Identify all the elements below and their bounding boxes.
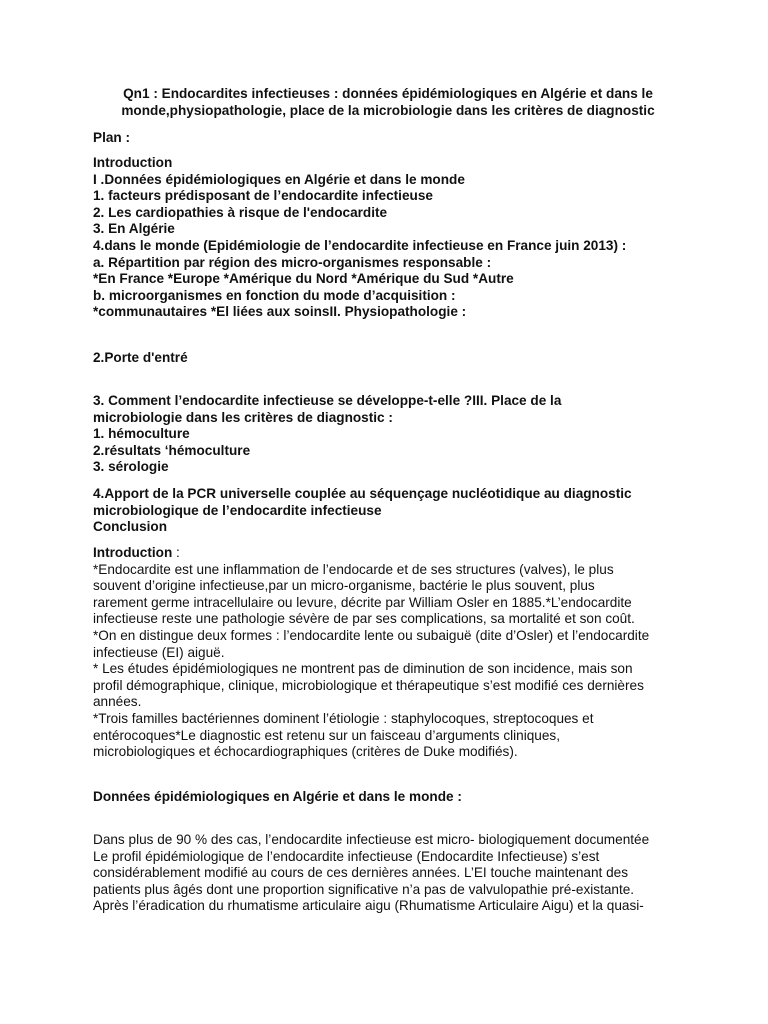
toc-line: Conclusion xyxy=(93,519,168,535)
introduction-heading: Introduction xyxy=(93,545,173,560)
toc-line: 3. sérologie xyxy=(93,459,169,475)
paragraph-line: rarement germe intracellulaire ou levure, décrite par William Osler en 1885.*L’endocardite xyxy=(93,594,632,610)
toc-line: 1. facteurs prédisposant de l’endocardite infectieuse xyxy=(93,188,433,204)
paragraph-line: infectieuse reste une pathologie sévère de par ses complications, sa mortalité et son coût. xyxy=(93,611,635,627)
paragraph-line: patients plus âgés dont une proportion significative n’a pas de valvulopathie pré-existante. xyxy=(93,881,635,897)
table-of-contents-part4 xyxy=(93,486,693,536)
toc-line: 3. En Algérie xyxy=(93,221,175,237)
toc-line: I .Données épidémiologiques en Algérie et dans le monde xyxy=(93,171,465,187)
section-heading xyxy=(93,789,693,806)
toc-line: *En France *Europe *Amérique du Nord *Amérique du Sud *Autre xyxy=(93,271,514,287)
toc-line: microbiologie dans les critères de diagnostic : xyxy=(93,409,393,425)
paragraph-line: * Les études épidémiologiques ne montrent pas de diminution de son incidence, mais son xyxy=(93,661,633,677)
paragraph-line: Après l’éradication du rhumatisme articulaire aigu (Rhumatisme Articulaire Aigu) et la quasi- xyxy=(93,898,644,914)
paragraph-line: considérablement modifié au cours de ces dernières années. L’EI touche maintenant des xyxy=(93,865,629,881)
paragraph-line: souvent d’origine infectieuse,par un micro-organisme, bactérie le plus souvent, plus xyxy=(93,578,595,594)
title-line: monde,physiopathologie, place de la microbiologie dans les critères de diagnostic xyxy=(121,102,655,118)
toc-line: 2.résultats ‘hémoculture xyxy=(93,442,251,458)
paragraph-line: Le profil épidémiologique de l’endocardite infectieuse (Endocardite Infectieuse) s’est xyxy=(93,848,600,864)
toc-line: 1. hémoculture xyxy=(93,426,190,442)
table-of-contents-part2 xyxy=(93,350,693,367)
paragraph-line: infectieuse (EI) aiguë. xyxy=(93,644,225,660)
toc-line: Introduction xyxy=(93,155,173,170)
toc-line: 2. Les cardiopathies à risque de l'endocardite xyxy=(93,204,388,220)
toc-line: *communautaires *El liées aux soinsII. Physiopathologie : xyxy=(93,304,467,320)
table-of-contents-part3 xyxy=(93,393,693,476)
introduction-heading-line xyxy=(93,545,693,562)
paragraph-line: *Trois familles bactériennes dominent l’étiologie : staphylocoques, streptocoques et xyxy=(93,710,594,726)
toc-line: 4.Apport de la PCR universelle couplée au séquençage nucléotidique au diagnostic xyxy=(93,486,632,501)
epidemiology-section xyxy=(93,832,693,915)
document-title xyxy=(93,86,683,119)
table-of-contents-part1 xyxy=(93,155,693,321)
paragraph-line: Dans plus de 90 % des cas, l’endocardite infectieuse est micro- biologiquement documentée xyxy=(93,832,650,847)
toc-line: microbiologique de l’endocardite infectieuse xyxy=(93,502,382,518)
paragraph-line: *Endocardite est une inflammation de l’endocarde et de ses structures (valves), le plus xyxy=(93,561,614,577)
paragraph-line: années. xyxy=(93,694,142,710)
introduction-heading-suffix: : xyxy=(172,545,180,560)
plan-label: Plan : xyxy=(93,130,131,145)
plan-heading xyxy=(93,130,693,147)
paragraph-line: microbiologiques et échocardiographiques (critères de Duke modifiés). xyxy=(93,744,518,760)
toc-line: b. microorganismes en fonction du mode d’acquisition : xyxy=(93,287,456,303)
paragraph-line: entérocoques*Le diagnostic est retenu sur un faisceau d’arguments cliniques, xyxy=(93,727,561,743)
section-heading-text: Données épidémiologiques en Algérie et dans le monde : xyxy=(93,789,462,804)
title-line: Qn1 : Endocardites infectieuses : données épidémiologiques en Algérie et dans le xyxy=(123,86,653,101)
paragraph-line: *On en distingue deux formes : l’endocardite lente ou subaiguë (dite d’Osler) et l’endocardite xyxy=(93,627,650,643)
toc-line: 2.Porte d'entré xyxy=(93,350,188,365)
introduction-section xyxy=(93,545,693,761)
toc-line: 3. Comment l’endocardite infectieuse se développe-t-elle ?III. Place de la xyxy=(93,393,562,408)
paragraph-line: profil démographique, clinique, microbiologique et thérapeutique s’est modifié ces dernières xyxy=(93,677,644,693)
toc-line: 4.dans le monde (Epidémiologie de l’endocardite infectieuse en France juin 2013) : xyxy=(93,237,627,253)
toc-line: a. Répartition par région des micro-organismes responsable : xyxy=(93,254,492,270)
